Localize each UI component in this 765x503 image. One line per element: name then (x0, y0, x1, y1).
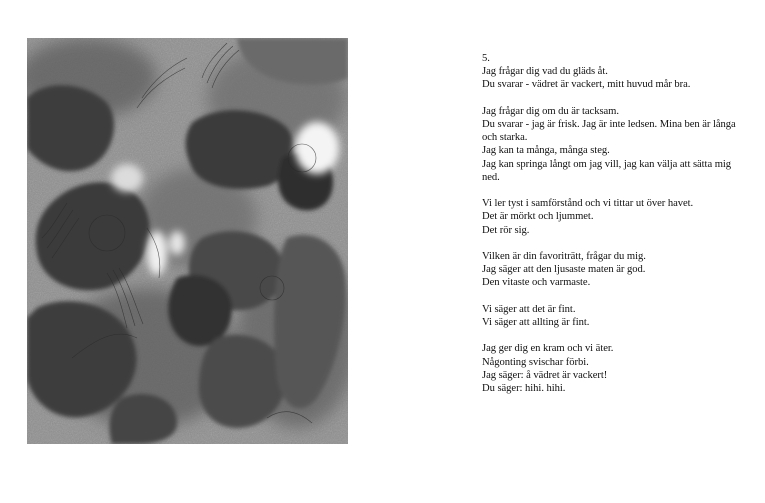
poem-stanza (482, 250, 744, 290)
poem-text (482, 52, 744, 408)
poem-line: Vilken är din favoriträtt, frågar du mig. (482, 251, 646, 262)
poem-line: Det rör sig. (482, 224, 530, 236)
poem-line: Du svarar - vädret är vackert, mitt huvud mår bra. (482, 79, 691, 91)
poem-line: Jag frågar dig om du är tacksam. (482, 105, 619, 117)
poem-stanza (482, 197, 744, 237)
poem-stanza (482, 342, 744, 395)
poem-line: Jag ger dig en kram och vi äter. (482, 343, 614, 355)
poem-number: 5. (482, 53, 490, 64)
poem-number-stanza (482, 52, 744, 92)
poem-stanza (482, 303, 744, 329)
poem-line: Vi säger att allting är fint. (482, 317, 590, 328)
poem-line: Vi säger att det är fint. (482, 303, 576, 315)
poem-line: Jag kan ta många, många steg. (482, 145, 610, 157)
ink-blot-painting (27, 38, 348, 444)
poem-line: Du svarar - jag är frisk. Jag är inte ledsen. Mina ben är långa och starka. (482, 119, 736, 144)
ink-blot-painting-icon (27, 38, 348, 444)
poem-line: Jag säger: å vädret är vackert! (482, 369, 608, 381)
poem-line: Jag kan springa långt om jag vill, jag kan välja att sätta mig ned. (482, 158, 732, 183)
poem-line: Jag säger att den ljusaste maten är god. (482, 264, 646, 276)
poem-line: Den vitaste och varmaste. (482, 277, 591, 289)
poem-line: Vi ler tyst i samförstånd och vi tittar ut över havet. (482, 198, 694, 210)
poem-line: Det är mörkt och ljummet. (482, 211, 594, 223)
poem-line: Du säger: hihi. hihi. (482, 383, 566, 394)
poem-stanza (482, 105, 744, 184)
poem-line: Någonting svischar förbi. (482, 356, 589, 368)
poem-line: Jag frågar dig vad du gläds åt. (482, 66, 608, 78)
